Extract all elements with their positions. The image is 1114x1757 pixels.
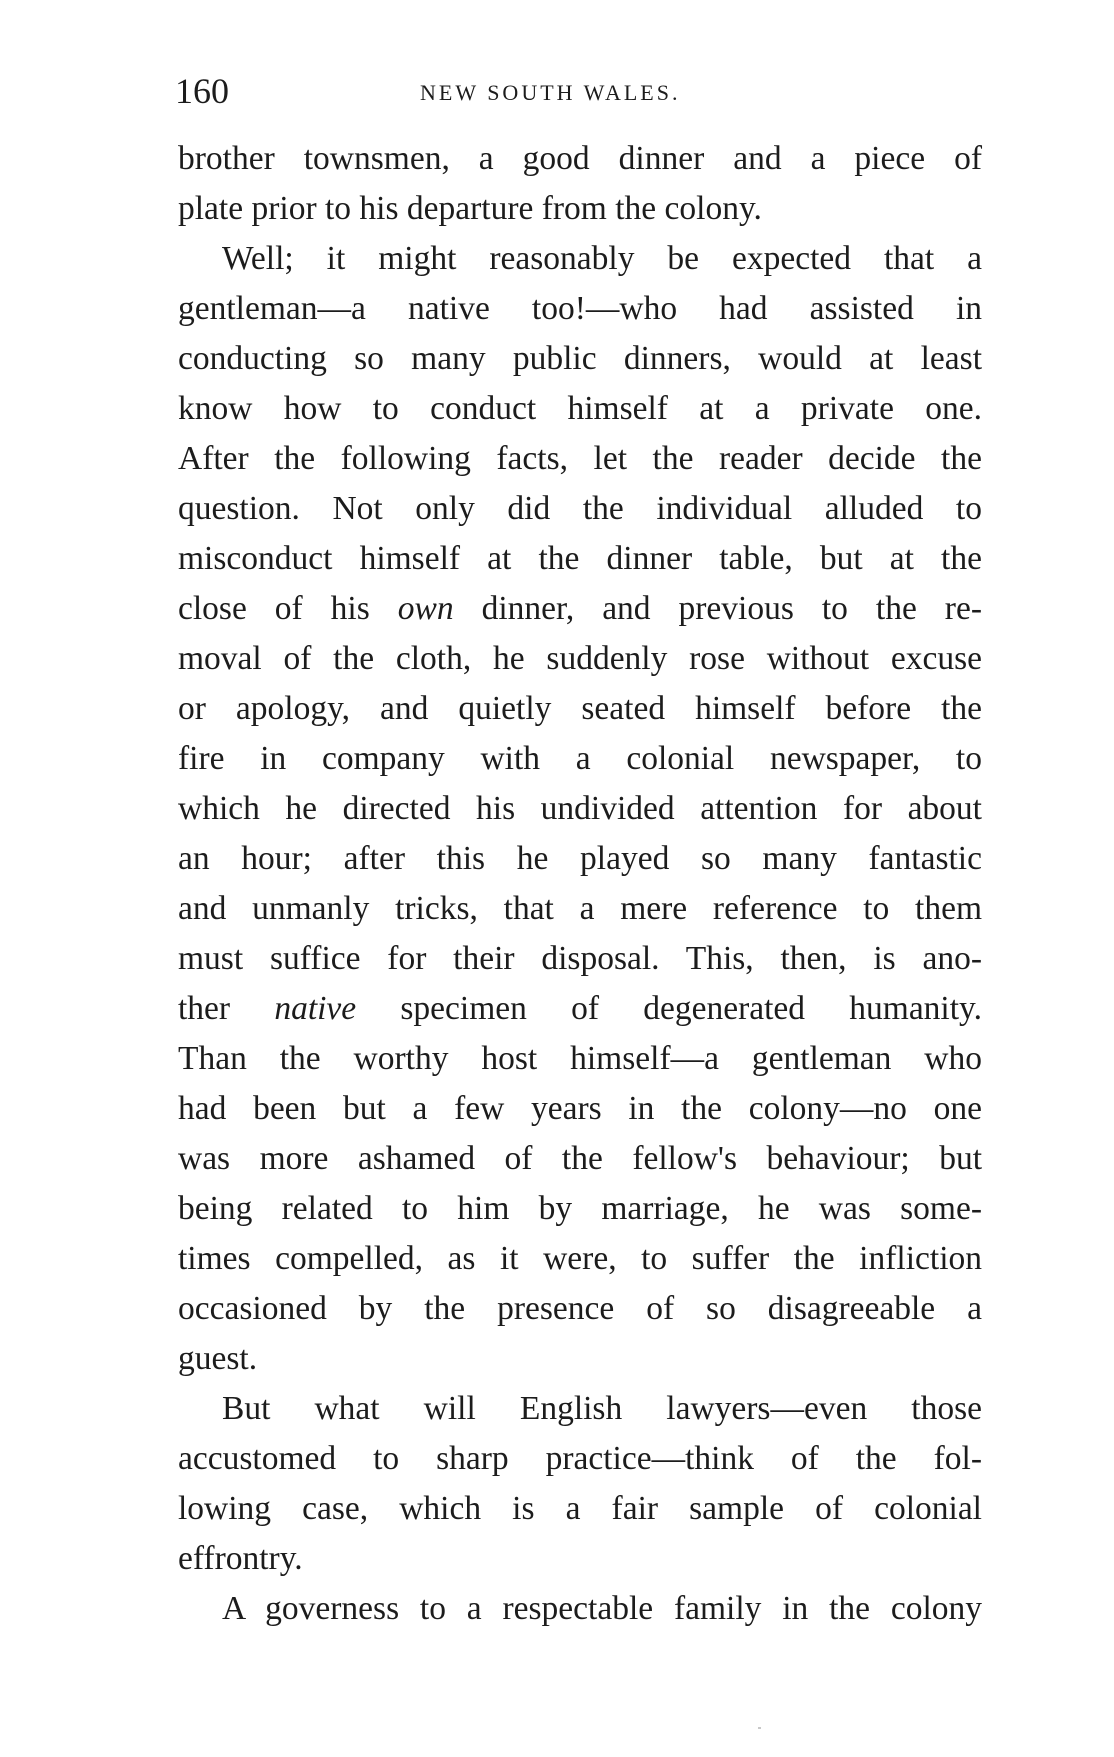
text-line: [178, 984, 982, 1034]
text-line: moval of the cloth, he suddenly rose without excuse: [178, 640, 982, 677]
paper-speck: [758, 1727, 761, 1729]
text-line: which he directed his undivided attention for about: [178, 790, 982, 827]
text-line: know how to conduct himself at a private one.: [178, 390, 982, 427]
italic-word: own: [397, 590, 454, 627]
text-segment: close of his: [178, 590, 398, 627]
running-head: NEW SOUTH WALES.: [420, 80, 681, 105]
italic-word: native: [274, 990, 357, 1027]
text-line: fire in company with a colonial newspaper, to: [178, 740, 982, 777]
text-line: [178, 584, 982, 634]
text-line: accustomed to sharp practice—think of the fol-: [178, 1440, 982, 1477]
text-segment: specimen of degenerated humanity.: [356, 990, 982, 1027]
text-segment: dinner, and previous to the re-: [453, 590, 982, 627]
text-line: conducting so many public dinners, would at least: [178, 340, 982, 377]
text-line: Than the worthy host himself—a gentleman who: [178, 1040, 982, 1077]
text-line: being related to him by marriage, he was some-: [178, 1190, 982, 1227]
text-line: lowing case, which is a fair sample of colonial: [178, 1490, 982, 1527]
text-line: guest.: [178, 1340, 258, 1377]
text-line: was more ashamed of the fellow's behaviour; but: [178, 1140, 982, 1177]
text-line: plate prior to his departure from the colony.: [178, 190, 762, 227]
text-line: an hour; after this he played so many fantastic: [178, 840, 982, 877]
text-line: brother townsmen, a good dinner and a piece of: [178, 140, 982, 177]
text-line: A governess to a respectable family in the colony: [222, 1590, 982, 1627]
text-line: or apology, and quietly seated himself before the: [178, 690, 982, 727]
text-line: effrontry.: [178, 1540, 303, 1577]
text-line: After the following facts, let the reader decide the: [178, 440, 982, 477]
text-line: times compelled, as it were, to suffer the infliction: [178, 1240, 982, 1277]
text-line: and unmanly tricks, that a mere reference to them: [178, 890, 982, 927]
page-header: [175, 66, 981, 116]
body-text: [178, 134, 982, 1634]
text-line: gentleman—a native too!—who had assisted in: [178, 290, 982, 327]
text-line: occasioned by the presence of so disagreeable a: [178, 1290, 982, 1327]
text-segment: ther: [178, 990, 275, 1027]
text-line: Well; it might reasonably be expected that a: [222, 240, 982, 277]
text-line: had been but a few years in the colony—no one: [178, 1090, 982, 1127]
text-line: must suffice for their disposal. This, then, is ano-: [178, 940, 982, 977]
text-line: misconduct himself at the dinner table, but at the: [178, 540, 982, 577]
page-number: 160: [175, 71, 229, 111]
text-line: question. Not only did the individual alluded to: [178, 490, 982, 527]
text-line: But what will English lawyers—even those: [222, 1390, 982, 1427]
